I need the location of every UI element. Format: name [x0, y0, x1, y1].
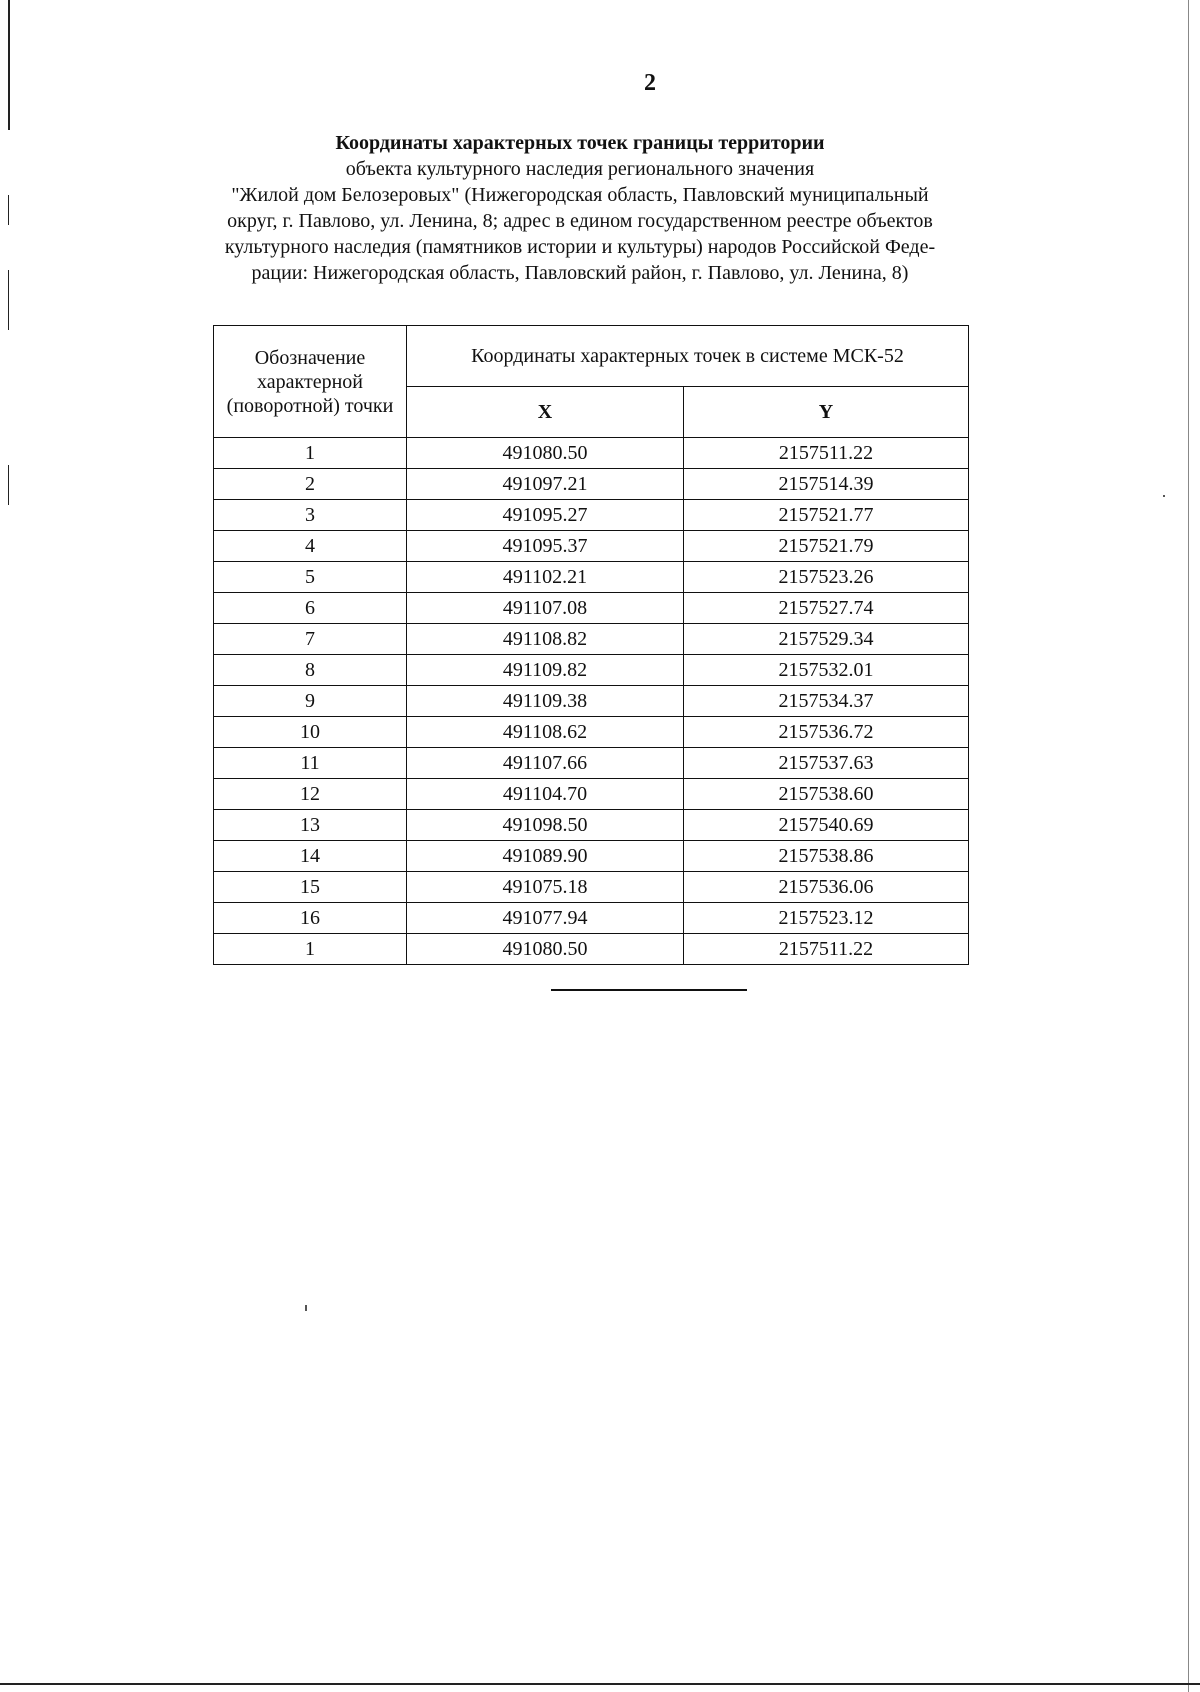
heading-line: "Жилой дом Белозеровых" (Нижегородская область, Павловский муниципальный — [231, 184, 929, 206]
table-row — [214, 562, 969, 593]
table-row — [214, 748, 969, 779]
scan-speck — [1163, 495, 1165, 497]
scan-left-edge — [8, 0, 10, 130]
x-coordinate-cell: 491097.21 — [407, 469, 684, 500]
x-coordinate-cell: 491098.50 — [407, 810, 684, 841]
x-coordinate-cell: 491104.70 — [407, 779, 684, 810]
table-row — [214, 717, 969, 748]
point-cell: 12 — [214, 779, 407, 810]
page-number: 2 — [644, 70, 656, 96]
y-coordinate-cell: 2157538.60 — [684, 779, 969, 810]
x-coordinate-cell: 491109.38 — [407, 686, 684, 717]
heading-line: округ, г. Павлово, ул. Ленина, 8; адрес в едином государственном реестре объектов — [227, 210, 933, 232]
point-cell: 1 — [214, 438, 407, 469]
x-coordinate-cell: 491109.82 — [407, 655, 684, 686]
table-row — [214, 934, 969, 965]
table-row — [214, 872, 969, 903]
y-coordinate-cell: 2157538.86 — [684, 841, 969, 872]
y-coordinate-cell: 2157532.01 — [684, 655, 969, 686]
coordinates-group-header: Координаты характерных точек в системе МСК-52 — [407, 326, 969, 387]
point-cell: 2 — [214, 469, 407, 500]
x-coordinate-cell: 491108.62 — [407, 717, 684, 748]
heading-line: рации: Нижегородская область, Павловский район, г. Павлово, ул. Ленина, 8) — [251, 262, 909, 284]
point-cell: 5 — [214, 562, 407, 593]
heading-line: объекта культурного наследия регионального значения — [345, 158, 815, 180]
point-cell: 1 — [214, 934, 407, 965]
table-row — [214, 500, 969, 531]
x-coordinate-cell: 491107.66 — [407, 748, 684, 779]
x-coordinate-cell: 491095.37 — [407, 531, 684, 562]
y-coordinate-cell: 2157529.34 — [684, 624, 969, 655]
scan-left-edge-lower — [8, 195, 9, 225]
table-row — [214, 810, 969, 841]
x-coordinate-cell: 491080.50 — [407, 438, 684, 469]
point-cell: 14 — [214, 841, 407, 872]
point-cell: 11 — [214, 748, 407, 779]
point-cell: 13 — [214, 810, 407, 841]
y-coordinate-cell: 2157534.37 — [684, 686, 969, 717]
y-coordinate-cell: 2157523.26 — [684, 562, 969, 593]
y-coordinate-cell: 2157521.79 — [684, 531, 969, 562]
x-coordinate-cell: 491077.94 — [407, 903, 684, 934]
table-row — [214, 841, 969, 872]
y-coordinate-cell: 2157536.06 — [684, 872, 969, 903]
point-column-header: Обозначение характерной (поворотной) точки — [214, 326, 407, 438]
document-heading — [140, 130, 1020, 286]
x-coordinate-cell: 491095.27 — [407, 500, 684, 531]
point-cell: 9 — [214, 686, 407, 717]
scan-bottom-edge — [0, 1683, 1200, 1685]
y-coordinate-cell: 2157540.69 — [684, 810, 969, 841]
x-column-header: X — [407, 387, 684, 438]
point-cell: 8 — [214, 655, 407, 686]
point-cell: 6 — [214, 593, 407, 624]
scan-speck — [305, 1305, 307, 1311]
scan-left-edge-mid — [8, 270, 9, 330]
coordinates-table — [213, 325, 969, 965]
point-cell: 10 — [214, 717, 407, 748]
point-cell: 7 — [214, 624, 407, 655]
table-row — [214, 593, 969, 624]
table-row — [214, 531, 969, 562]
table-row — [214, 779, 969, 810]
y-coordinate-cell: 2157521.77 — [684, 500, 969, 531]
table-row — [214, 655, 969, 686]
heading-title: Координаты характерных точек границы территории — [335, 132, 825, 154]
x-coordinate-cell: 491080.50 — [407, 934, 684, 965]
y-coordinate-cell: 2157537.63 — [684, 748, 969, 779]
y-coordinate-cell: 2157523.12 — [684, 903, 969, 934]
y-column-header: Y — [684, 387, 969, 438]
y-coordinate-cell: 2157511.22 — [684, 438, 969, 469]
x-coordinate-cell: 491107.08 — [407, 593, 684, 624]
end-divider — [551, 989, 747, 991]
scan-left-edge-mid2 — [8, 465, 9, 505]
y-coordinate-cell: 2157511.22 — [684, 934, 969, 965]
y-coordinate-cell: 2157514.39 — [684, 469, 969, 500]
table-row — [214, 686, 969, 717]
x-coordinate-cell: 491108.82 — [407, 624, 684, 655]
y-coordinate-cell: 2157527.74 — [684, 593, 969, 624]
table-row — [214, 903, 969, 934]
x-coordinate-cell: 491089.90 — [407, 841, 684, 872]
y-coordinate-cell: 2157536.72 — [684, 717, 969, 748]
coordinates-table-body — [214, 438, 969, 965]
heading-line: культурного наследия (памятников истории и культуры) народов Российской Феде- — [224, 236, 936, 258]
table-row — [214, 624, 969, 655]
x-coordinate-cell: 491075.18 — [407, 872, 684, 903]
scan-right-edge — [1188, 0, 1189, 1692]
point-cell: 4 — [214, 531, 407, 562]
point-cell: 16 — [214, 903, 407, 934]
x-coordinate-cell: 491102.21 — [407, 562, 684, 593]
table-row — [214, 469, 969, 500]
point-cell: 15 — [214, 872, 407, 903]
point-cell: 3 — [214, 500, 407, 531]
table-row — [214, 438, 969, 469]
